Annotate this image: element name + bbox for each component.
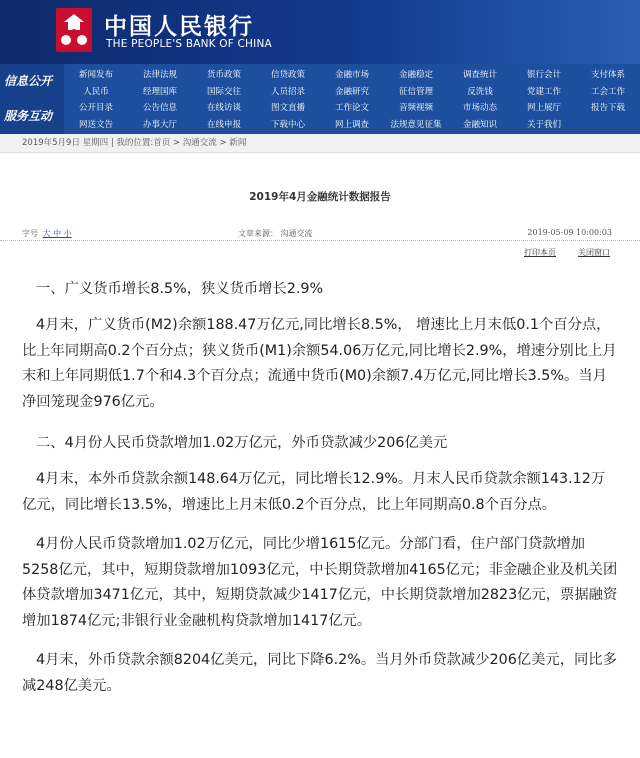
nav-link[interactable]: 工会工作 bbox=[590, 86, 625, 97]
nav-grid bbox=[64, 67, 640, 133]
section-heading: 二、4月份人民币贷款增加1.02万亿元，外币贷款减少206亿美元 bbox=[36, 435, 448, 451]
nav-row bbox=[64, 84, 640, 101]
nav-section-service[interactable]: 服务互动 bbox=[4, 109, 53, 123]
paragraph: 4月末，本外币贷款余额148.64万亿元，同比增长12.9%。月末人民币贷款余额143.12万亿元，同比增长13.5%，增速比上月末低0.2个百分点，比上年同期高0.8个百分点。 bbox=[22, 471, 606, 513]
nav-link[interactable]: 人民币 bbox=[83, 86, 109, 97]
nav-link[interactable]: 公告信息 bbox=[142, 103, 177, 113]
nav-link[interactable]: 工作论文 bbox=[334, 103, 369, 113]
nav-link[interactable]: 金融知识 bbox=[462, 119, 497, 130]
paragraph: 4月末，广义货币(M2)余额188.47万亿元,同比增长8.5%， 增速比上月末低0.1个百分点，比上年同期高0.2个百分点；狭义货币(M1)余额54.06万亿元,同比增长2.9%，增速分别比上月末和上年同期低1.7个和4.3个百分点；流通中货币(M0)余额7.4万亿元,同比增长3.5%。当月净回笼现金976亿元。 bbox=[22, 317, 617, 410]
nav-link[interactable]: 新闻发布 bbox=[78, 70, 113, 80]
close-window-link[interactable]: 关闭窗口 bbox=[578, 248, 610, 257]
nav-link[interactable]: 党建工作 bbox=[526, 86, 561, 97]
nav-link[interactable]: 图文直播 bbox=[270, 103, 305, 113]
nav-row bbox=[64, 100, 640, 117]
nav-link[interactable]: 人员招录 bbox=[270, 86, 305, 97]
nav-link[interactable]: 金融研究 bbox=[334, 86, 369, 97]
nav-link[interactable]: 金融市场 bbox=[334, 70, 369, 80]
main-navigation bbox=[0, 64, 640, 134]
nav-link[interactable]: 报告下载 bbox=[590, 103, 625, 113]
article-body bbox=[0, 279, 618, 699]
nav-link[interactable]: 关于我们 bbox=[526, 119, 561, 130]
pboc-logo-icon[interactable] bbox=[54, 6, 94, 54]
site-header bbox=[0, 0, 640, 64]
nav-link[interactable]: 下载中心 bbox=[270, 119, 305, 130]
nav-section-info[interactable]: 信息公开 bbox=[4, 74, 53, 88]
article-title: 2019年4月金融统计数据报告 bbox=[249, 191, 391, 203]
nav-link[interactable]: 经理国库 bbox=[142, 86, 177, 97]
nav-link[interactable]: 在线申报 bbox=[206, 119, 241, 130]
nav-link[interactable]: 反洗钱 bbox=[467, 86, 493, 97]
article-tools bbox=[0, 241, 640, 261]
nav-row bbox=[64, 117, 640, 134]
breadcrumb: 2019年5月9日 星期四 | 我的位置:首页 > 沟通交流 > 新闻 bbox=[0, 134, 640, 153]
site-title-en: THE PEOPLE'S BANK OF CHINA bbox=[106, 38, 272, 50]
font-size-options[interactable]: 大 中 小 bbox=[42, 229, 72, 238]
article-source: 文章来源： 沟通交流 bbox=[238, 229, 313, 238]
nav-link[interactable]: 网送文告 bbox=[78, 119, 113, 130]
nav-link[interactable]: 法规意见征集 bbox=[390, 119, 442, 130]
nav-link[interactable]: 公开目录 bbox=[78, 103, 113, 113]
nav-side-labels bbox=[0, 64, 64, 134]
site-title-cn[interactable]: 中国人民银行 bbox=[104, 14, 254, 40]
nav-link[interactable]: 货币政策 bbox=[206, 70, 241, 80]
paragraph: 4月末，外币贷款余额8204亿美元，同比下降6.2%。当月外币贷款减少206亿美元，同比多减248亿美元。 bbox=[22, 652, 617, 694]
nav-link[interactable]: 国际交往 bbox=[206, 86, 241, 97]
nav-link[interactable]: 信贷政策 bbox=[270, 70, 305, 80]
section-heading: 一、广义货币增长8.5%，狭义货币增长2.9% bbox=[36, 281, 324, 297]
nav-link[interactable]: 征信管理 bbox=[398, 86, 433, 97]
article-meta bbox=[0, 224, 640, 241]
article-date: 2019-05-09 10:00:03 bbox=[527, 228, 612, 237]
nav-row bbox=[64, 67, 640, 84]
font-size-control bbox=[22, 228, 72, 239]
nav-link[interactable]: 网上展厅 bbox=[526, 103, 561, 113]
nav-link[interactable]: 金融稳定 bbox=[398, 70, 433, 80]
nav-link[interactable]: 市场动态 bbox=[462, 103, 497, 113]
nav-link[interactable]: 在线访谈 bbox=[206, 103, 241, 113]
print-page-link[interactable]: 打印本页 bbox=[524, 248, 556, 257]
font-size-label: 字号 bbox=[22, 229, 38, 238]
nav-link[interactable]: 银行会计 bbox=[526, 70, 561, 80]
nav-link[interactable]: 支付体系 bbox=[590, 70, 625, 80]
nav-link[interactable]: 法律法规 bbox=[142, 70, 177, 80]
nav-link[interactable]: 音频视频 bbox=[398, 103, 433, 113]
paragraph: 4月份人民币贷款增加1.02万亿元，同比少增1615亿元。分部门看，住户部门贷款增加5258亿元，其中，短期贷款增加1093亿元，中长期贷款增加4165亿元；非金融企业及机关团体贷款增加3471亿元，其中，短期贷款减少1417亿元，中长期贷款增加2823亿元，票据融资增加1874亿元;非银行业金融机构贷款增加1417亿元。 bbox=[22, 536, 618, 629]
nav-link[interactable]: 调查统计 bbox=[462, 70, 497, 80]
nav-link[interactable]: 办事大厅 bbox=[142, 119, 177, 130]
nav-link[interactable]: 网上调查 bbox=[334, 119, 369, 130]
nav-link bbox=[576, 117, 640, 134]
